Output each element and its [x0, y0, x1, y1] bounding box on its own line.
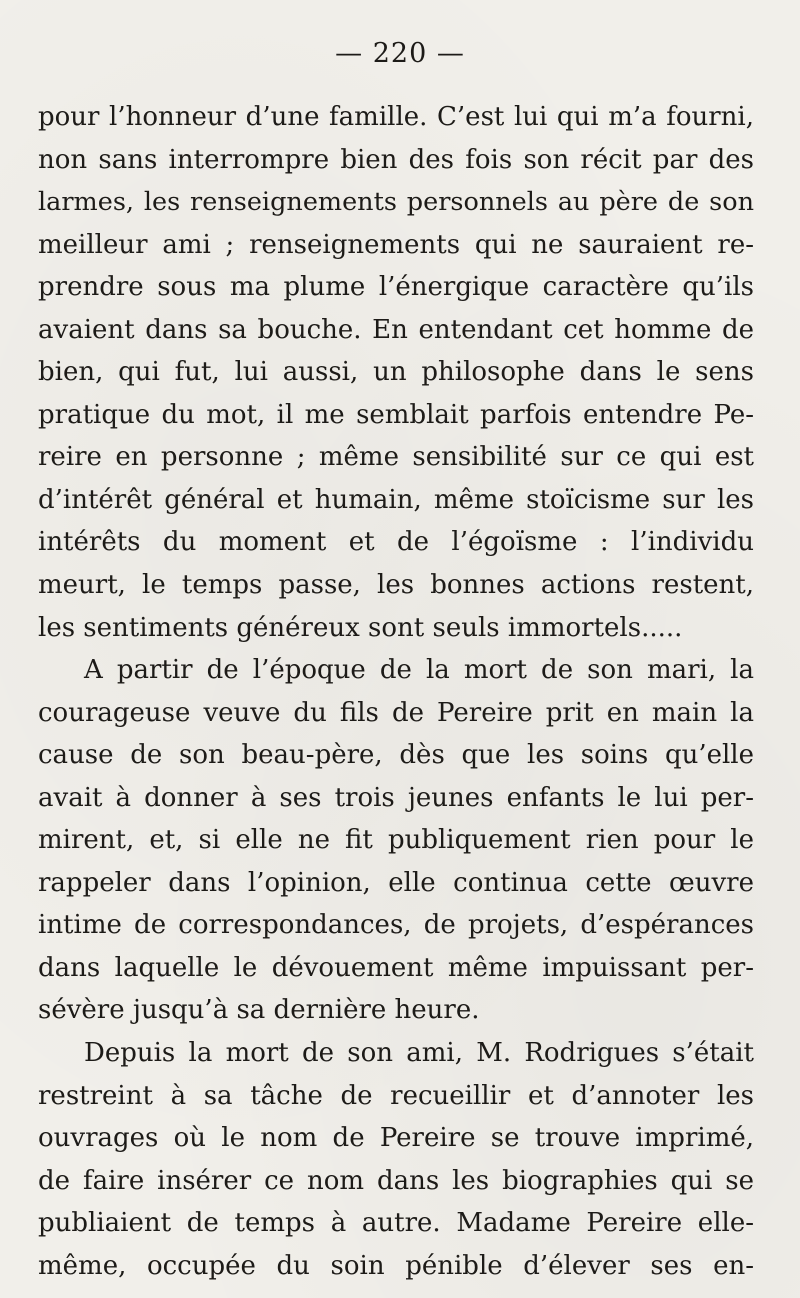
text-line: reire en personne ; même sensibilité sur ce qui est — [38, 442, 754, 473]
text-line: prendre sous ma plume l’énergique caractère qu’ils — [38, 272, 754, 303]
text-line: restreint à sa tâche de recueillir et d’annoter les — [38, 1080, 754, 1111]
text-line: publiaient de temps à autre. Madame Pereire elle- — [38, 1208, 754, 1239]
text-line: même, occupée du soin pénible d’élever ses en- — [38, 1250, 754, 1281]
text-line: pour l’honneur d’une famille. C’est lui qui m’a fourni, — [38, 102, 754, 132]
text-line: mirent, et, si elle ne fit publiquement rien pour le — [38, 825, 754, 856]
text-line: avaient dans sa bouche. En entendant cet homme de — [38, 314, 754, 345]
text-line: pratique du mot, il me semblait parfois entendre Pe- — [38, 399, 754, 430]
text-line: courageuse veuve du fils de Pereire prit en main la — [38, 697, 754, 728]
text-line: sévère jusqu’à sa dernière heure. — [38, 995, 480, 1026]
text-line: meilleur ami ; renseignements qui ne sauraient re- — [38, 229, 754, 260]
text-line: bien, qui fut, lui aussi, un philosophe dans le sens — [38, 357, 754, 388]
text-line: dans laquelle le dévouement même impuissant per- — [38, 952, 754, 983]
text-line: A partir de l’époque de la mort de son mari, la — [84, 655, 754, 686]
page-number: — 220 — — [335, 38, 465, 69]
text-line: intérêts du moment et de l’égoïsme : l’individu — [38, 527, 754, 558]
text-line: intime de correspondances, de projets, d’espérances — [38, 910, 754, 941]
text-line: rappeler dans l’opinion, elle continua cette œuvre — [38, 867, 754, 898]
text-line: de faire insérer ce nom dans les biographies qui se — [38, 1165, 754, 1196]
text-line: cause de son beau-père, dès que les soins qu’elle — [38, 740, 754, 771]
text-line: meurt, le temps passe, les bonnes actions restent, — [38, 570, 754, 601]
text-line: larmes, les renseignements personnels au père de son — [38, 187, 754, 218]
text-line: d’intérêt général et humain, même stoïcisme sur les — [38, 484, 754, 515]
text-line: les sentiments généreux sont seuls immortels..... — [38, 612, 683, 643]
text-line: avait à donner à ses trois jeunes enfants le lui per- — [38, 782, 754, 813]
text-line: non sans interrompre bien des fois son récit par des — [38, 144, 754, 175]
text-line: ouvrages où le nom de Pereire se trouve imprimé, — [38, 1123, 754, 1154]
body-text — [38, 96, 754, 1287]
text-line: Depuis la mort de son ami, M. Rodrigues s’était — [84, 1038, 754, 1069]
